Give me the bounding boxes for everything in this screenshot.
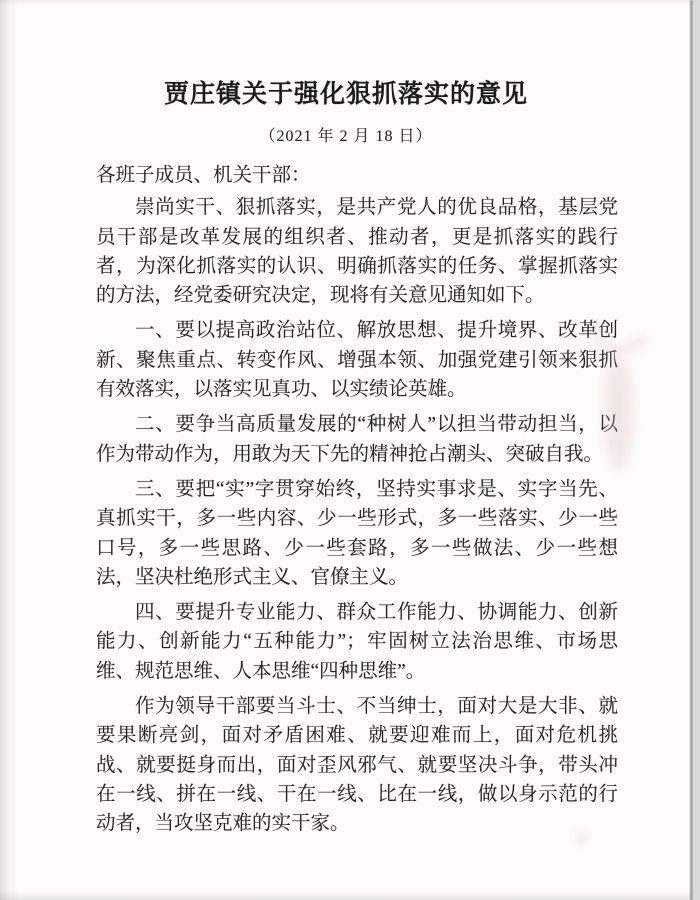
document-salutation: 各班子成员、机关干部： bbox=[96, 165, 311, 186]
paper-edge-shadow-bottom bbox=[0, 891, 700, 900]
document-paragraph: 四、要提升专业能力、群众工作能力、协调能力、创新能力、创新能力“五种能力”；牢固树立法治思维、市场思维、规范思维、人本思维“四种思维”。 bbox=[96, 602, 618, 682]
scan-background-right bbox=[693, 0, 700, 900]
paper-edge-shadow-top bbox=[0, 0, 700, 5]
document-paragraph: 三、要把“实”字贯穿始终，坚持实事求是、实字当先、真抓实干，多一些内容、少一些形式，多一些落实、少一些口号，多一些思路、少一些套路，多一些做法、少一些想法，坚决杜绝形式主义、官僚主义。 bbox=[96, 478, 618, 588]
document-title: 贾庄镇关于强化狠抓落实的意见 bbox=[163, 81, 528, 108]
document-paragraph: 作为领导干部要当斗士、不当绅士，面对大是大非、就要果断亮剑，面对矛盾困难、就要迎难而上，面对危机挑战、就要挺身而出，面对歪风邪气、就要坚决斗争，带头冲在一线、拼在一线、干在一线、比在一线，做以身示范的行动者，当攻坚克难的实干家。 bbox=[96, 696, 618, 835]
document-paragraph: 崇尚实干、狠抓落实，是共产党人的优良品格，基层党员干部是改革发展的组织者、推动者，更是抓落实的践行者，为深化抓落实的认识、明确抓落实的任务、掌握抓落实的方法，经党委研究决定，现将有关意见通知如下。 bbox=[96, 197, 618, 307]
document-date: （2021 年 2 月 18 日） bbox=[259, 128, 433, 145]
document-paragraph: 二、要争当高质量发展的“种树人”以担当带动担当，以作为带动作为，用敢为天下先的精神抢占潮头、突破自我。 bbox=[96, 414, 618, 465]
document-paragraph: 一、要以提高政治站位、解放思想、提升境界、改革创新、聚焦重点、转变作风、增强本领、加强党建引领来狠抓有效落实，以落实见真功、以实绩论英雄。 bbox=[96, 320, 618, 401]
document-body bbox=[96, 161, 618, 845]
